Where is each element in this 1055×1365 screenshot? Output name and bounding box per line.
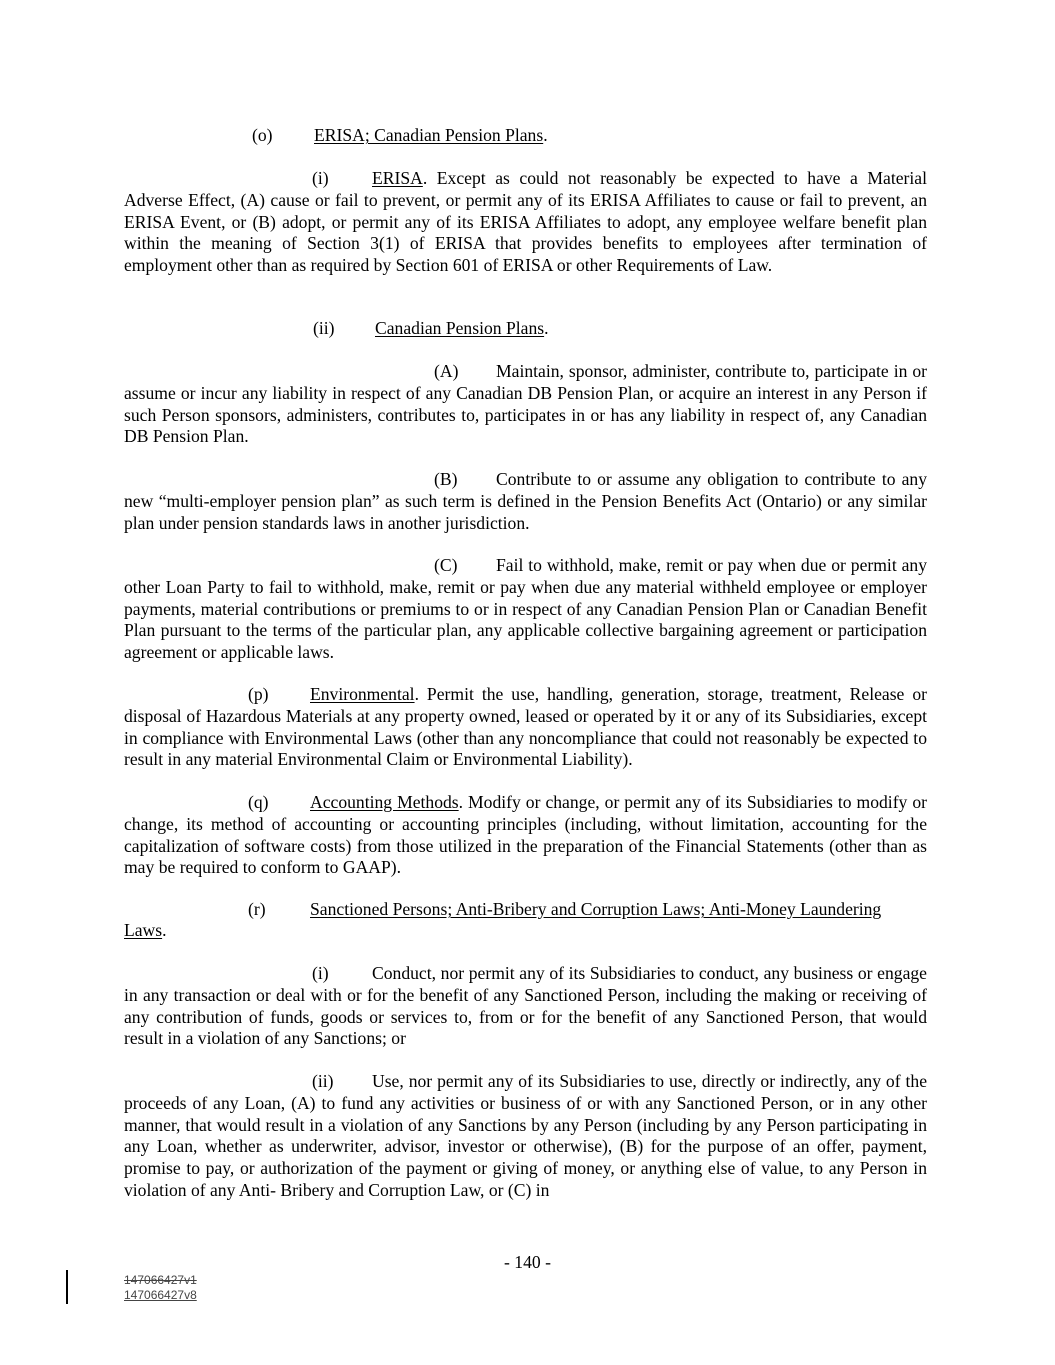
section-o-ii-B-label: (B) — [434, 469, 458, 489]
section-r-title-cont: Laws — [124, 920, 163, 940]
section-p-text: . Permit the use, handling, generation, storage, treatment, Release or disposal of Hazardous Materials at any property owned, leased or operated by it or any of its Subsidiaries, except in compliance with Environmental Laws (other than any noncompliance that could not reasonably be expected to result in any material Environmental Claim or Environmental Liability). — [124, 684, 927, 770]
change-bar — [66, 1270, 68, 1304]
section-o-i-label: (i) — [312, 168, 329, 188]
section-o-ii-C-text: Fail to withhold, make, remit or pay when due or permit any other Loan Party to fail to withhold, make, remit or pay when due any material withheld employee or employer payments, material contributions or premiums to or in respect of any Canadian Pension Plan or Canadian Benefit Plan pursuant to the terms of the particular plan, any applicable collective bargaining agreement or participation agreement or applicable laws. — [124, 555, 927, 663]
section-r-heading — [248, 899, 881, 921]
section-q-label: (q) — [248, 792, 269, 812]
section-r-ii-label: (ii) — [312, 1071, 334, 1091]
section-p — [124, 684, 927, 771]
doc-id-old: 147066427v1 — [124, 1273, 197, 1287]
section-p-label: (p) — [248, 684, 269, 704]
section-o-title: ERISA; Canadian Pension Plans — [314, 125, 544, 145]
section-r-ii-text: Use, nor permit any of its Subsidiaries to use, directly or indirectly, any of the proceeds of any Loan, (A) to fund any activities or business of or with any Sanctioned Person, or in any other manner, that would result in a violation of any Sanctions by any Person (including by any Person participating in any Loan, whether as underwriter, advisor, investor or otherwise), (B) for the purpose of an offer, payment, promise to pay, or authorization of the payment or giving of money, or anything else of value, to any Person in violation of any Anti- Bribery and Corruption Law, or (C) in — [124, 1071, 927, 1200]
page-number: - 140 - — [504, 1252, 551, 1272]
section-o-ii-C-label: (C) — [434, 555, 458, 575]
section-r-heading-cont: Laws. — [124, 920, 167, 940]
section-o-ii-A-text: Maintain, sponsor, administer, contribute to, participate in or assume or incur any liability in respect of any Canadian DB Pension Plan, or acquire an interest in any Person if such Person sponsors, administers, contributes to, participates in or has any liability in respect of, any Canadian DB Pension Plan. — [124, 361, 927, 447]
section-r-ii — [124, 1071, 927, 1202]
doc-id-new: 147066427v8 — [124, 1288, 197, 1302]
section-r-i — [124, 963, 927, 1050]
section-p-title: Environmental — [310, 684, 415, 704]
section-o-ii-A — [124, 361, 927, 448]
section-o-ii-label: (ii) — [313, 318, 335, 338]
section-r-i-label: (i) — [312, 963, 329, 983]
section-r-title: Sanctioned Persons; Anti-Bribery and Corruption Laws; Anti-Money Laundering — [310, 899, 882, 919]
section-r-i-text: Conduct, nor permit any of its Subsidiaries to conduct, any business or engage in any transaction or deal with or for the benefit of any Sanctioned Person, including the making or receiving of any contribution of funds, goods or services to, from or for the benefit of any Sanctioned Person, that would result in a violation of any Sanctions; or — [124, 963, 927, 1049]
section-q-text: . Modify or change, or permit any of its Subsidiaries to modify or change, its method of accounting or accounting principles (including, without limitation, accounting for the capitalization of software costs) from those utilized in the preparation of the Financial Statements (other than as may be required to conform to GAAP). — [124, 792, 927, 878]
section-r-label: (r) — [248, 899, 266, 919]
section-o-ii-A-label: (A) — [434, 361, 459, 381]
section-q — [124, 792, 927, 879]
section-o-i — [124, 168, 927, 277]
section-o-ii-heading: (ii) Canadian Pension Plans. — [313, 318, 549, 338]
section-o-ii-B-text: Contribute to or assume any obligation to contribute to any new “multi-employer pension plan” as such term is defined in the Pension Benefits Act (Ontario) or any similar plan under pension standards laws in another jurisdiction. — [124, 469, 927, 533]
section-o-i-title: ERISA — [372, 168, 423, 188]
section-q-title: Accounting Methods — [310, 792, 459, 812]
section-o-ii-B — [124, 469, 927, 534]
section-o-i-text: . Except as could not reasonably be expected to have a Material Adverse Effect, (A) cause or fail to prevent, or permit any of its ERISA Affiliates to cause or fail to prevent, an ERISA Event, or (B) adopt, or permit any of its ERISA Affiliates to adopt, any employee welfare benefit plan within the meaning of Section 3(1) of ERISA that provides benefits to employees after termination of employment other than as required by Section 601 of ERISA or other Requirements of Law. — [124, 168, 927, 276]
section-o-ii-C — [124, 555, 927, 664]
section-o-ii-title: Canadian Pension Plans — [375, 318, 545, 338]
section-o-label: (o) — [252, 125, 273, 145]
section-o-heading: (o) ERISA; Canadian Pension Plans. — [252, 125, 548, 145]
